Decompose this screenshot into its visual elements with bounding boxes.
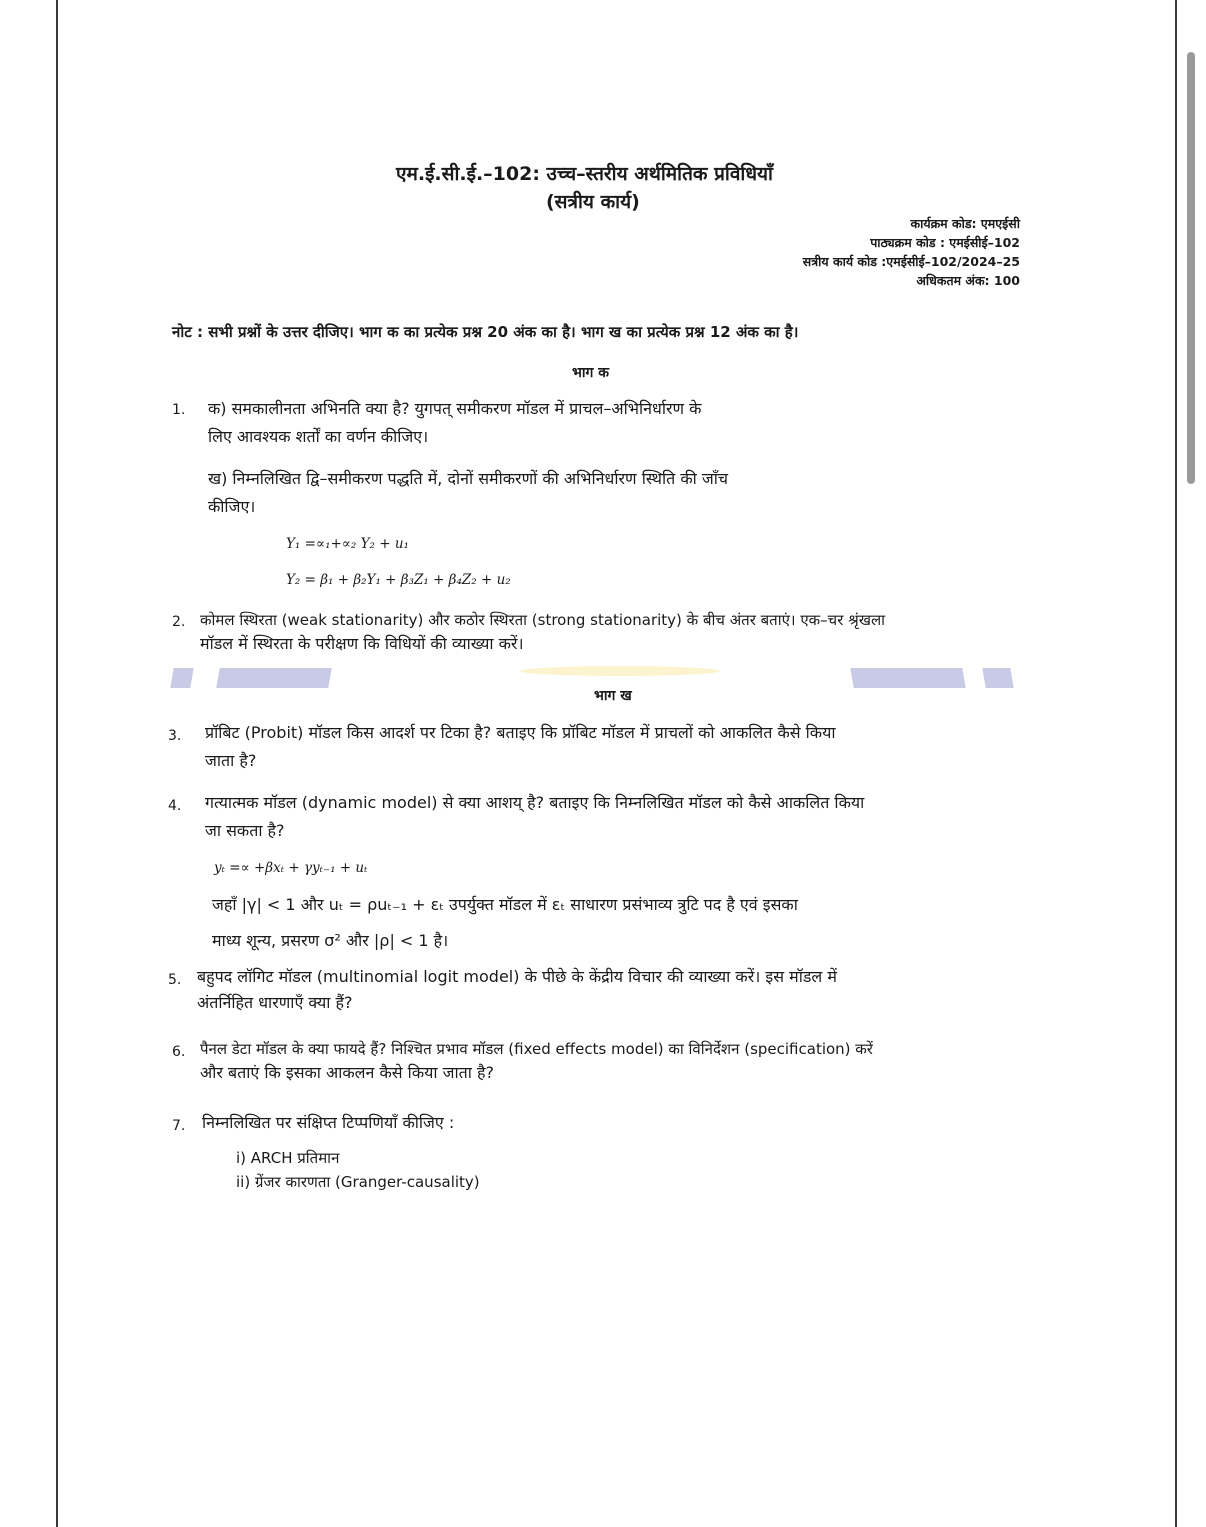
question-number: 5. xyxy=(168,972,182,988)
question-number: 7. xyxy=(172,1118,186,1134)
section-b-heading: भाग ख xyxy=(594,688,632,704)
q4-line1: गत्यात्मक मॉडल (dynamic model) से क्या आशय् है? बताइए कि निम्नलिखित मॉडल को कैसे आकलित किया xyxy=(205,793,865,812)
document-title: एम.ई.सी.ई.–102: उच्च–स्तरीय अर्थमितिक प्रविधियाँ xyxy=(396,163,773,185)
q7-item2: ii) ग्रेंजर कारणता (Granger-causality) xyxy=(236,1173,480,1191)
watermark-stripe xyxy=(982,668,1014,688)
section-a-heading: भाग क xyxy=(572,365,609,381)
q1-equation-2: Y₂ = β₁ + β₂Y₁ + β₃Z₁ + β₄Z₂ + u₂ xyxy=(286,572,511,588)
question-number: 3. xyxy=(168,728,182,744)
question-number: 6. xyxy=(172,1044,186,1060)
q1-a-line1: क) समकालीनता अभिनति क्या है? युगपत् समीकरण मॉडल में प्राचल–अभिनिर्धारण के xyxy=(208,399,702,418)
watermark-stripe xyxy=(850,668,966,688)
q1-b-line1: ख) निम्नलिखित द्वि–समीकरण पद्धति में, दोनों समीकरणों की अभिनिर्धारण स्थिति की जाँच xyxy=(208,469,729,488)
page-border-left xyxy=(56,0,58,1527)
q1-equation-1: Y₁ =∝₁+∝₂ Y₂ + u₁ xyxy=(286,536,409,552)
q7-line1: निम्नलिखित पर संक्षिप्त टिप्पणियाँ कीजिए : xyxy=(202,1113,455,1132)
question-number: 2. xyxy=(172,614,186,630)
q2-line2: मॉडल में स्थिरता के परीक्षण कि विधियों की व्याख्या करें। xyxy=(200,634,524,653)
q4-equation: yₜ =∝ +βxₜ + γyₜ₋₁ + uₜ xyxy=(214,860,368,876)
course-code: पाठ्यक्रम कोड : एमईसीई–102 xyxy=(870,235,1020,250)
q5-line2: अंतर्निहित धारणाएँ क्या हैं? xyxy=(197,993,353,1012)
q4-line2: जा सकता है? xyxy=(205,821,285,840)
max-marks: अधिकतम अंक: 100 xyxy=(916,273,1020,288)
scrollbar-thumb[interactable] xyxy=(1187,52,1195,484)
programme-code: कार्यक्रम कोड: एमएईसी xyxy=(910,216,1020,231)
q1-a-line2: लिए आवश्यक शर्तों का वर्णन कीजिए। xyxy=(208,427,429,446)
watermark-stripe xyxy=(170,668,194,688)
q2-line1: कोमल स्थिरता (weak stationarity) और कठोर स्थिरता (strong stationarity) के बीच अंतर बताएं। एक–चर श्रृंखला xyxy=(200,611,886,629)
watermark-stripe xyxy=(216,668,332,688)
document-subtitle: (सत्रीय कार्य) xyxy=(546,191,640,213)
q6-line1: पैनल डेटा मॉडल के क्या फायदे हैं? निश्चित प्रभाव मॉडल (fixed effects model) का विनिर्देशन (specification) करें xyxy=(200,1040,873,1058)
q3-line2: जाता है? xyxy=(205,751,257,770)
instructions-note: नोट : सभी प्रश्नों के उत्तर दीजिए। भाग क का प्रत्येक प्रश्न 20 अंक का है। भाग ख का प्रत्येक प्रश्न 12 अंक का है। xyxy=(172,323,799,341)
q1-b-line2: कीजिए। xyxy=(208,497,256,516)
q3-line1: प्रॉबिट (Probit) मॉडल किस आदर्श पर टिका है? बताइए कि प्रॉबिट मॉडल में प्राचलों को आकलित कैसे किया xyxy=(205,723,836,742)
q6-line2: और बताएं कि इसका आकलन कैसे किया जाता है? xyxy=(200,1063,494,1082)
assignment-code: सत्रीय कार्य कोड :एमईसीई–102/2024–25 xyxy=(802,254,1020,269)
question-number: 1. xyxy=(172,402,186,418)
q7-item1: i) ARCH प्रतिमान xyxy=(236,1149,340,1167)
question-number: 4. xyxy=(168,798,182,814)
q4-line4: माध्य शून्य, प्रसरण σ² और |ρ| < 1 है। xyxy=(212,931,449,950)
watermark-glow xyxy=(520,666,720,676)
page-border-right xyxy=(1175,0,1177,1527)
q4-line3: जहाँ |γ| < 1 और uₜ = ρuₜ₋₁ + εₜ उपर्युक्त मॉडल में εₜ साधारण प्रसंभाव्य त्रुटि पद है एवं इसका xyxy=(212,895,798,914)
q5-line1: बहुपद लॉगिट मॉडल (multinomial logit model) के पीछे के केंद्रीय विचार की व्याख्या करें। इस मॉडल में xyxy=(197,967,837,986)
